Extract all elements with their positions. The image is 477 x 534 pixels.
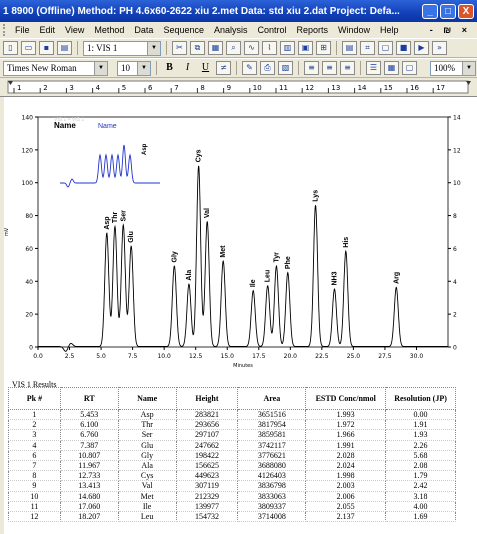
ruler-label: 1 [17, 84, 22, 92]
table-cell: 12.733 [60, 471, 118, 481]
toolbar-separator [298, 61, 299, 75]
x-tick-label: 7.5 [127, 353, 138, 360]
col-header-name: Name [118, 388, 176, 410]
col-header-pk: Pk # [9, 388, 61, 410]
ruler-label: 16 [410, 84, 419, 92]
bold-button[interactable]: B [166, 62, 173, 73]
ruler[interactable] [0, 78, 477, 97]
ruler-scale [0, 78, 477, 97]
menu-help[interactable]: Help [380, 25, 399, 35]
cut-icon[interactable]: ✂ [172, 41, 187, 55]
table-cell: Ala [118, 460, 176, 470]
table-cell: 3817954 [238, 420, 306, 430]
table-cell: 3809337 [238, 501, 306, 511]
ruler-label: 3 [69, 84, 74, 92]
table-cell: Met [118, 491, 176, 501]
col-header-height: Height [176, 388, 238, 410]
table-cell: 3833063 [238, 491, 306, 501]
page-setup-icon[interactable]: ▧ [278, 61, 293, 75]
y-tick-label: 120 [21, 147, 33, 155]
menu-file[interactable]: File [15, 25, 30, 35]
peak-label: Leu [264, 269, 272, 283]
table-cell: 4 [9, 440, 61, 450]
table-cell: Leu [118, 511, 176, 521]
table-cell: 11 [9, 501, 61, 511]
table-cell: 3651516 [238, 410, 306, 420]
table-cell: 297107 [176, 430, 238, 440]
strike-icon[interactable]: ≠ [216, 61, 231, 75]
y-tick-label: 0 [29, 344, 33, 352]
ruler-label: 7 [174, 84, 179, 92]
menu-control[interactable]: Control [257, 25, 287, 35]
peak-label: Ala [185, 269, 193, 281]
table-cell: 3836798 [238, 481, 306, 491]
report-icon[interactable]: ▤ [342, 41, 357, 55]
stop-icon[interactable]: ■ [396, 41, 411, 55]
table-cell: Gly [118, 450, 176, 460]
table-cell: 2.08 [386, 460, 456, 470]
y2-tick-label: 2 [453, 311, 457, 319]
table-cell: 2.26 [386, 440, 456, 450]
results-table [8, 387, 456, 522]
menu-analysis[interactable]: Analysis [213, 25, 248, 35]
table-cell: 7 [9, 460, 61, 470]
run-icon[interactable]: ▶ [414, 41, 429, 55]
table-cell: 283821 [176, 410, 238, 420]
ruler-label: 17 [436, 84, 446, 92]
y2-tick-label: 4 [453, 278, 457, 286]
table-cell: 2.003 [306, 481, 386, 491]
zoom-icon[interactable]: ⊞ [316, 41, 331, 55]
menu-window[interactable]: Window [338, 25, 371, 35]
ruler-label: 2 [43, 84, 48, 92]
highlight-icon[interactable]: ✎ [242, 61, 257, 75]
chromatogram-chart [0, 97, 477, 387]
x-tick-label: 30.0 [409, 353, 424, 360]
menu-sequence[interactable]: Sequence [163, 25, 204, 35]
table-cell: 139977 [176, 501, 238, 511]
table-cell: 1.91 [386, 420, 456, 430]
table-cell: 5.453 [60, 410, 118, 420]
peak-label: Arg [393, 271, 401, 284]
more-icon[interactable]: » [432, 41, 447, 55]
table-cell: 14.680 [60, 491, 118, 501]
plot-frame [38, 117, 448, 347]
table-cell: 17.060 [60, 501, 118, 511]
table-cell: 1.991 [306, 440, 386, 450]
toolbar-separator [166, 41, 167, 55]
table-row [9, 440, 456, 450]
table-cell: 9 [9, 481, 61, 491]
copy-icon[interactable]: ⧉ [190, 41, 205, 55]
y2-tick-label: 8 [453, 213, 457, 221]
table-row [9, 410, 456, 420]
trace-line [38, 166, 448, 351]
table-cell: 198422 [176, 450, 238, 460]
col-header-area: Area [238, 388, 306, 410]
table-cell: 4126403 [238, 471, 306, 481]
table-cell: 2 [9, 420, 61, 430]
table-cell: 1.79 [386, 471, 456, 481]
x-tick-label: 15.0 [220, 353, 234, 360]
table-cell: 4.00 [386, 501, 456, 511]
peak-label: Phe [284, 256, 292, 270]
new-file-icon[interactable]: ▯ [3, 41, 18, 55]
menu-data[interactable]: Data [134, 25, 154, 35]
font-size-select[interactable]: 10 ▼ [117, 61, 151, 76]
y-tick-label: 20 [25, 311, 33, 319]
peak-label: NH3 [331, 271, 339, 286]
peak-label: Met [220, 245, 228, 258]
y-tick-label: 60 [25, 245, 33, 253]
bullets-icon[interactable]: ☰ [366, 61, 381, 75]
peak-label: His [342, 236, 350, 248]
y-tick-label: 80 [25, 213, 33, 221]
ruler-label: 10 [252, 84, 262, 92]
x-tick-label: 5.0 [96, 353, 106, 360]
table-cell: 3.18 [386, 491, 456, 501]
table-cell: 212329 [176, 491, 238, 501]
table-cell: 3859581 [238, 430, 306, 440]
window-title: 1 8900 (Offline) Method: PH 4.6x60-2622 xiu 2.met Data: std xiu 2.dat Project: Defa... [3, 5, 400, 17]
y-axis-label: mV [4, 227, 10, 237]
table-cell: 1.972 [306, 420, 386, 430]
table-cell: Val [118, 481, 176, 491]
x-tick-label: 22.5 [315, 353, 329, 360]
border-icon[interactable]: ▢ [402, 61, 417, 75]
find-icon[interactable]: ⌕ [226, 41, 241, 55]
open-folder-icon[interactable]: ▭ [21, 41, 36, 55]
menu-bar [0, 22, 477, 38]
col-header-rt: RT [60, 388, 118, 410]
underline-button[interactable]: U [201, 62, 210, 73]
table-cell: 6.100 [60, 420, 118, 430]
menu-edit[interactable]: Edit [39, 25, 56, 35]
table-cell: 1.69 [386, 511, 456, 521]
table-cell: Thr [118, 420, 176, 430]
table-row [9, 491, 456, 501]
table-cell: 2.42 [386, 481, 456, 491]
table-row [9, 511, 456, 521]
menu-reports[interactable]: Reports [296, 25, 329, 35]
table-cell: Ser [118, 430, 176, 440]
ruler-label: 13 [331, 84, 341, 92]
table-cell: 3742117 [238, 440, 306, 450]
chart-icon[interactable]: ⌗ [360, 41, 375, 55]
minimize-button[interactable]: _ [422, 4, 438, 19]
format-toolbar [0, 58, 477, 78]
peak-label: Gly [171, 251, 179, 263]
save-icon[interactable]: ▪ [39, 41, 54, 55]
align-left-icon[interactable]: ≡ [304, 61, 319, 75]
table-cell: 13.413 [60, 481, 118, 491]
x-tick-label: 20.0 [283, 353, 297, 360]
table-cell: 2.006 [306, 491, 386, 501]
table-cell: 307119 [176, 481, 238, 491]
table-cell: Ile [118, 501, 176, 511]
table-header-row [9, 388, 456, 410]
table-row [9, 430, 456, 440]
close-button[interactable]: X [458, 4, 474, 19]
peak-label: Lys [312, 189, 320, 202]
table-row [9, 460, 456, 470]
font-select[interactable]: Times New Roman ▼ [3, 61, 108, 76]
ruler-label: 4 [95, 84, 101, 92]
toolbar-separator [336, 41, 337, 55]
toolbar-separator [360, 61, 361, 75]
y-tick-label: 40 [25, 278, 33, 286]
print-icon[interactable]: ▤ [57, 41, 72, 55]
ruler-label: 12 [305, 84, 315, 92]
align-center-icon[interactable]: ≡ [322, 61, 337, 75]
y-tick-label: 100 [21, 180, 33, 188]
table-row [9, 471, 456, 481]
table-cell: 12 [9, 511, 61, 521]
peak-label: Cys [195, 149, 203, 163]
ruler-label: 11 [279, 84, 288, 92]
table-cell: 293656 [176, 420, 238, 430]
ruler-label: 8 [200, 84, 205, 92]
x-tick-label: 10.0 [157, 353, 171, 360]
table-cell: 3688080 [238, 460, 306, 470]
menu-view[interactable]: View [65, 25, 85, 35]
table-cell: 3714008 [238, 511, 306, 521]
zoom-select[interactable]: 100% ▼ [430, 61, 476, 76]
table-cell: 1.966 [306, 430, 386, 440]
menu-method[interactable]: Method [94, 25, 125, 35]
peak-label: Val [204, 208, 212, 219]
align-right-icon[interactable]: ≡ [340, 61, 355, 75]
table-cell: 1.993 [306, 410, 386, 420]
x-tick-label: 2.5 [64, 353, 75, 360]
ruler-track [8, 81, 468, 93]
y2-tick-label: 6 [453, 245, 457, 253]
peak-label: Ile [250, 279, 258, 288]
ruler-label: 14 [357, 84, 367, 92]
table-cell: 2.055 [306, 501, 386, 511]
x-tick-label: 0.0 [33, 353, 43, 360]
inset-label: Asp [142, 143, 148, 155]
window-icon[interactable]: ▢ [378, 41, 393, 55]
ruler-label: 9 [226, 84, 232, 92]
table-cell: 10 [9, 491, 61, 501]
table-row [9, 501, 456, 511]
table-cell: 8 [9, 471, 61, 481]
table-row [9, 450, 456, 460]
table-cell: 3 [9, 430, 61, 440]
view-select[interactable]: 1: VIS 1 ▼ [83, 41, 161, 56]
table-cell: 449623 [176, 471, 238, 481]
table-cell: 7.387 [60, 440, 118, 450]
y-tick-label: 140 [21, 114, 33, 122]
table-cell: 6 [9, 450, 61, 460]
legend-name-2: Name [98, 123, 117, 130]
title-bar [0, 0, 477, 22]
toolbar-separator [236, 61, 237, 75]
table-cell: Cys [118, 471, 176, 481]
peak-label: Asp [103, 216, 111, 230]
table-cell: 1.998 [306, 471, 386, 481]
print-preview-icon[interactable]: ⎙ [260, 61, 275, 75]
toolbar-separator [156, 61, 157, 75]
x-tick-label: 12.5 [189, 353, 203, 360]
table-cell: 6.760 [60, 430, 118, 440]
table-cell: Glu [118, 440, 176, 450]
table-cell: 11.967 [60, 460, 118, 470]
peak-label: Tyr [273, 252, 281, 263]
italic-button[interactable]: I [185, 62, 190, 73]
table-cell: 3776621 [238, 450, 306, 460]
ruler-label: 6 [148, 84, 153, 92]
y2-tick-label: 12 [453, 147, 461, 155]
standard-toolbar [0, 38, 477, 58]
y2-tick-label: 10 [453, 180, 461, 188]
table-cell: 2.137 [306, 511, 386, 521]
table-cell: 156625 [176, 460, 238, 470]
y2-tick-label: 0 [453, 344, 457, 352]
legend-faint: VIS 1 + VIS 1 [54, 117, 85, 123]
spectrum-icon[interactable]: ∿ [244, 41, 259, 55]
overlay-icon[interactable]: ▣ [298, 41, 313, 55]
table-cell: Asp [118, 410, 176, 420]
peak-label: Thr [111, 211, 119, 224]
table-cell: 154732 [176, 511, 238, 521]
table-cell: 1.93 [386, 430, 456, 440]
menubar-grip[interactable] [3, 24, 6, 36]
insert-table-icon[interactable]: ▦ [384, 61, 399, 75]
peak-label: Ser [120, 210, 128, 222]
paste-icon[interactable]: ▦ [208, 41, 223, 55]
x-axis-label: Minutes [233, 363, 253, 369]
table-row [9, 481, 456, 491]
table-cell: 18.207 [60, 511, 118, 521]
table-cell: 247662 [176, 440, 238, 450]
maximize-button[interactable]: □ [440, 4, 456, 19]
table-cell: 2.028 [306, 450, 386, 460]
x-tick-label: 27.5 [378, 353, 392, 360]
col-header-conc: ESTD Conc/nmol [306, 388, 386, 410]
table-icon[interactable]: ▥ [280, 41, 295, 55]
results-caption: VIS 1 Results [12, 380, 57, 389]
y2-tick-label: 14 [453, 114, 461, 122]
toolbar-separator [77, 41, 78, 55]
x-tick-label: 25.0 [346, 353, 361, 360]
table-cell: 0.00 [386, 410, 456, 420]
col-header-resolution: Resolution (JP) [386, 388, 456, 410]
x-tick-label: 17.5 [252, 353, 266, 360]
table-cell: 10.807 [60, 450, 118, 460]
peak-label: Glu [128, 231, 136, 243]
table-cell: 2.024 [306, 460, 386, 470]
table-row [9, 420, 456, 430]
ruler-label: 5 [121, 84, 127, 92]
mdi-controls[interactable]: - ₪ × [429, 25, 471, 35]
table-cell: 5.68 [386, 450, 456, 460]
legend-name-1: Name [54, 121, 76, 130]
integration-icon[interactable]: ⌇ [262, 41, 277, 55]
ruler-label: 15 [383, 84, 393, 92]
table-cell: 1 [9, 410, 61, 420]
